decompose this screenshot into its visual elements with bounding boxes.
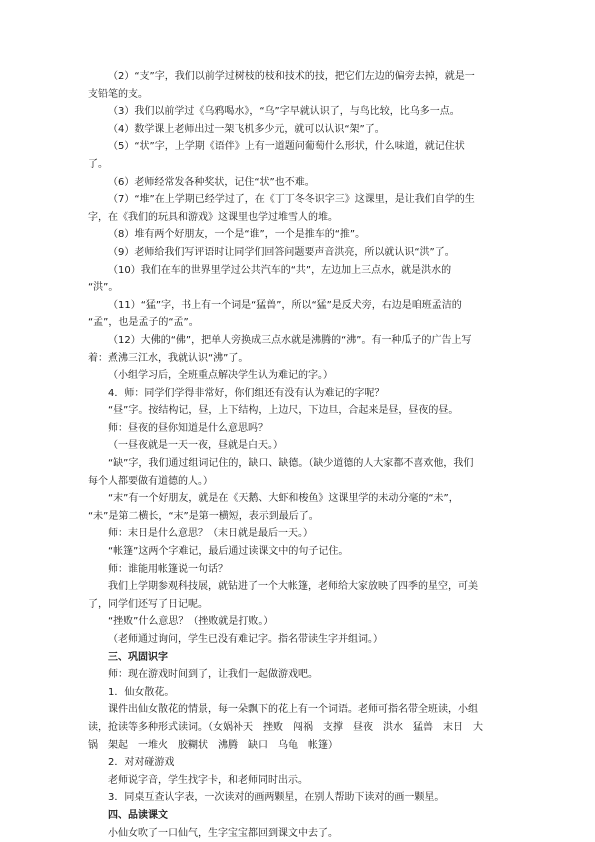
text-line: 师：现在游戏时间到了，让我们一起做游戏吧。	[108, 669, 318, 681]
text-line: 3．同桌互查认字表，一次读对的画两颗星，在别人帮助下读对的画一颗星。	[108, 792, 445, 804]
text-line: 师：末日是什么意思？（末日就是最后一天。）	[108, 528, 313, 540]
text-line: 4．师：同学们学得非常好，你们组还有没有认为难记的字呢？	[108, 387, 385, 399]
text-line: 了，同学们还写了日记呢。	[88, 598, 208, 610]
text-line: （11）“猛”字，书上有一个词是“猛兽”，所以“猛”是反犬旁，右边是咱班孟洁的	[108, 299, 462, 311]
text-line: 了。	[88, 158, 108, 170]
text-line: “帐篷”这两个字难记，最后通过读课文中的句子记住。	[108, 546, 349, 558]
text-line: （小组学习后，全班重点解决学生认为难记的字。）	[108, 370, 333, 382]
text-line: 课件出仙女散花的情景，每一朵飘下的花上有一个词语。老师可指名带全班读，小组	[108, 704, 478, 716]
text-line: 师：昼夜的昼你知道是什么意思吗？	[108, 422, 268, 434]
text-line: 锅 架起 一堆火 胶糊状 沸腾 缺口 乌龟 帐篷）	[88, 739, 338, 751]
text-line: “孟”，也是孟子的“孟”。	[88, 317, 199, 329]
text-line: “未”是第二横长，“末”是第一横短，表示到最后了。	[88, 510, 319, 522]
section-heading: 四、品读课文	[108, 809, 168, 821]
text-line: 每个人都要做有道德的人。）	[88, 475, 213, 487]
text-line: （4）数学课上老师出过一架飞机多少元，就可以认识“架”了。	[108, 123, 385, 135]
text-line: 老师说字音，学生找字卡，和老师同时出示。	[108, 774, 308, 786]
text-line: 小仙女吹了一口仙气，生字宝宝都回到课文中去了。	[108, 827, 338, 839]
text-line: （8）堆有两个好朋友，一个是“谁”，一个是推车的“推”。	[108, 229, 366, 241]
text-line: 支铅笔的支。	[88, 88, 148, 100]
text-line: （老师通过询问，学生已没有难记字。指名带读生字并组词。）	[108, 634, 383, 645]
text-line: 读，抢读等多种形式读词。（女娲补天 挫败 闯祸 支撑 昼夜 洪水 猛兽 末日 大	[88, 721, 483, 733]
text-line: “缺”字，我们通过组词记住的，缺口、缺德。（缺少道德的人大家都不喜欢他，我们	[108, 458, 474, 470]
text-line: 字，在《我们的玩具和游戏》这课里也学过堆雪人的堆。	[88, 211, 338, 223]
text-line: （12）大佛的“佛”，把单人旁换成三点水就是沸腾的“沸”。有一种瓜子的广告上写	[108, 334, 472, 346]
document-page	[88, 68, 508, 842]
text-line: （6）老师经常发各种奖状，记住“状”也不难。	[108, 176, 315, 188]
text-line: 师：谁能用帐篷说一句话？	[108, 563, 228, 575]
text-line: （3）我们以前学过《乌鸦喝水》，“乌”字早就认识了，与鸟比较，比乌多一点。	[108, 106, 460, 118]
section-heading: 三、巩固识字	[108, 651, 168, 663]
text-line: （一昼夜就是一天一夜，昼就是白天。）	[108, 440, 283, 452]
text-line: （10）我们在车的世界里学过公共汽车的“共”，左边加上三点水，就是洪水的	[108, 264, 452, 276]
text-line: “末”有一个好朋友，就是在《天鹅、大虾和梭鱼》这课里学的未动分毫的“未”，	[108, 493, 459, 505]
text-line: （5）“状”字，上学期《语伴》上有一道题问葡萄什么形状，什么味道，就记住状	[108, 141, 465, 153]
text-line: （7）“堆”在上学期已经学过了，在《丁丁冬冬识字三》这课里，是让我们自学的生	[108, 194, 475, 206]
text-line: “挫败”什么意思？（挫败就是打败。）	[108, 616, 274, 628]
text-line: （9）老师给我们写评语时让同学们回答问题要声音洪亮，所以就认识“洪”了。	[108, 246, 455, 258]
text-line: （2）“支”字，我们以前学过树枝的枝和技术的技，把它们左边的偏旁去掉，就是一	[108, 71, 475, 82]
text-line: “昼”字。按结构记，昼，上下结构，上边尺，下边旦，合起来是昼，昼夜的昼。	[108, 405, 459, 417]
text-line: 2．对对碰游戏	[108, 757, 175, 769]
text-line: 着：煮沸三江水，我就认识“沸”了。	[88, 352, 249, 364]
text-line: 我们上学期参观科技展，就钻进了一个大帐篷，老师给大家放映了四季的星空，可美	[108, 581, 478, 593]
text-line: “洪”。	[88, 282, 119, 294]
text-line: 1．仙女散花。	[108, 686, 175, 698]
